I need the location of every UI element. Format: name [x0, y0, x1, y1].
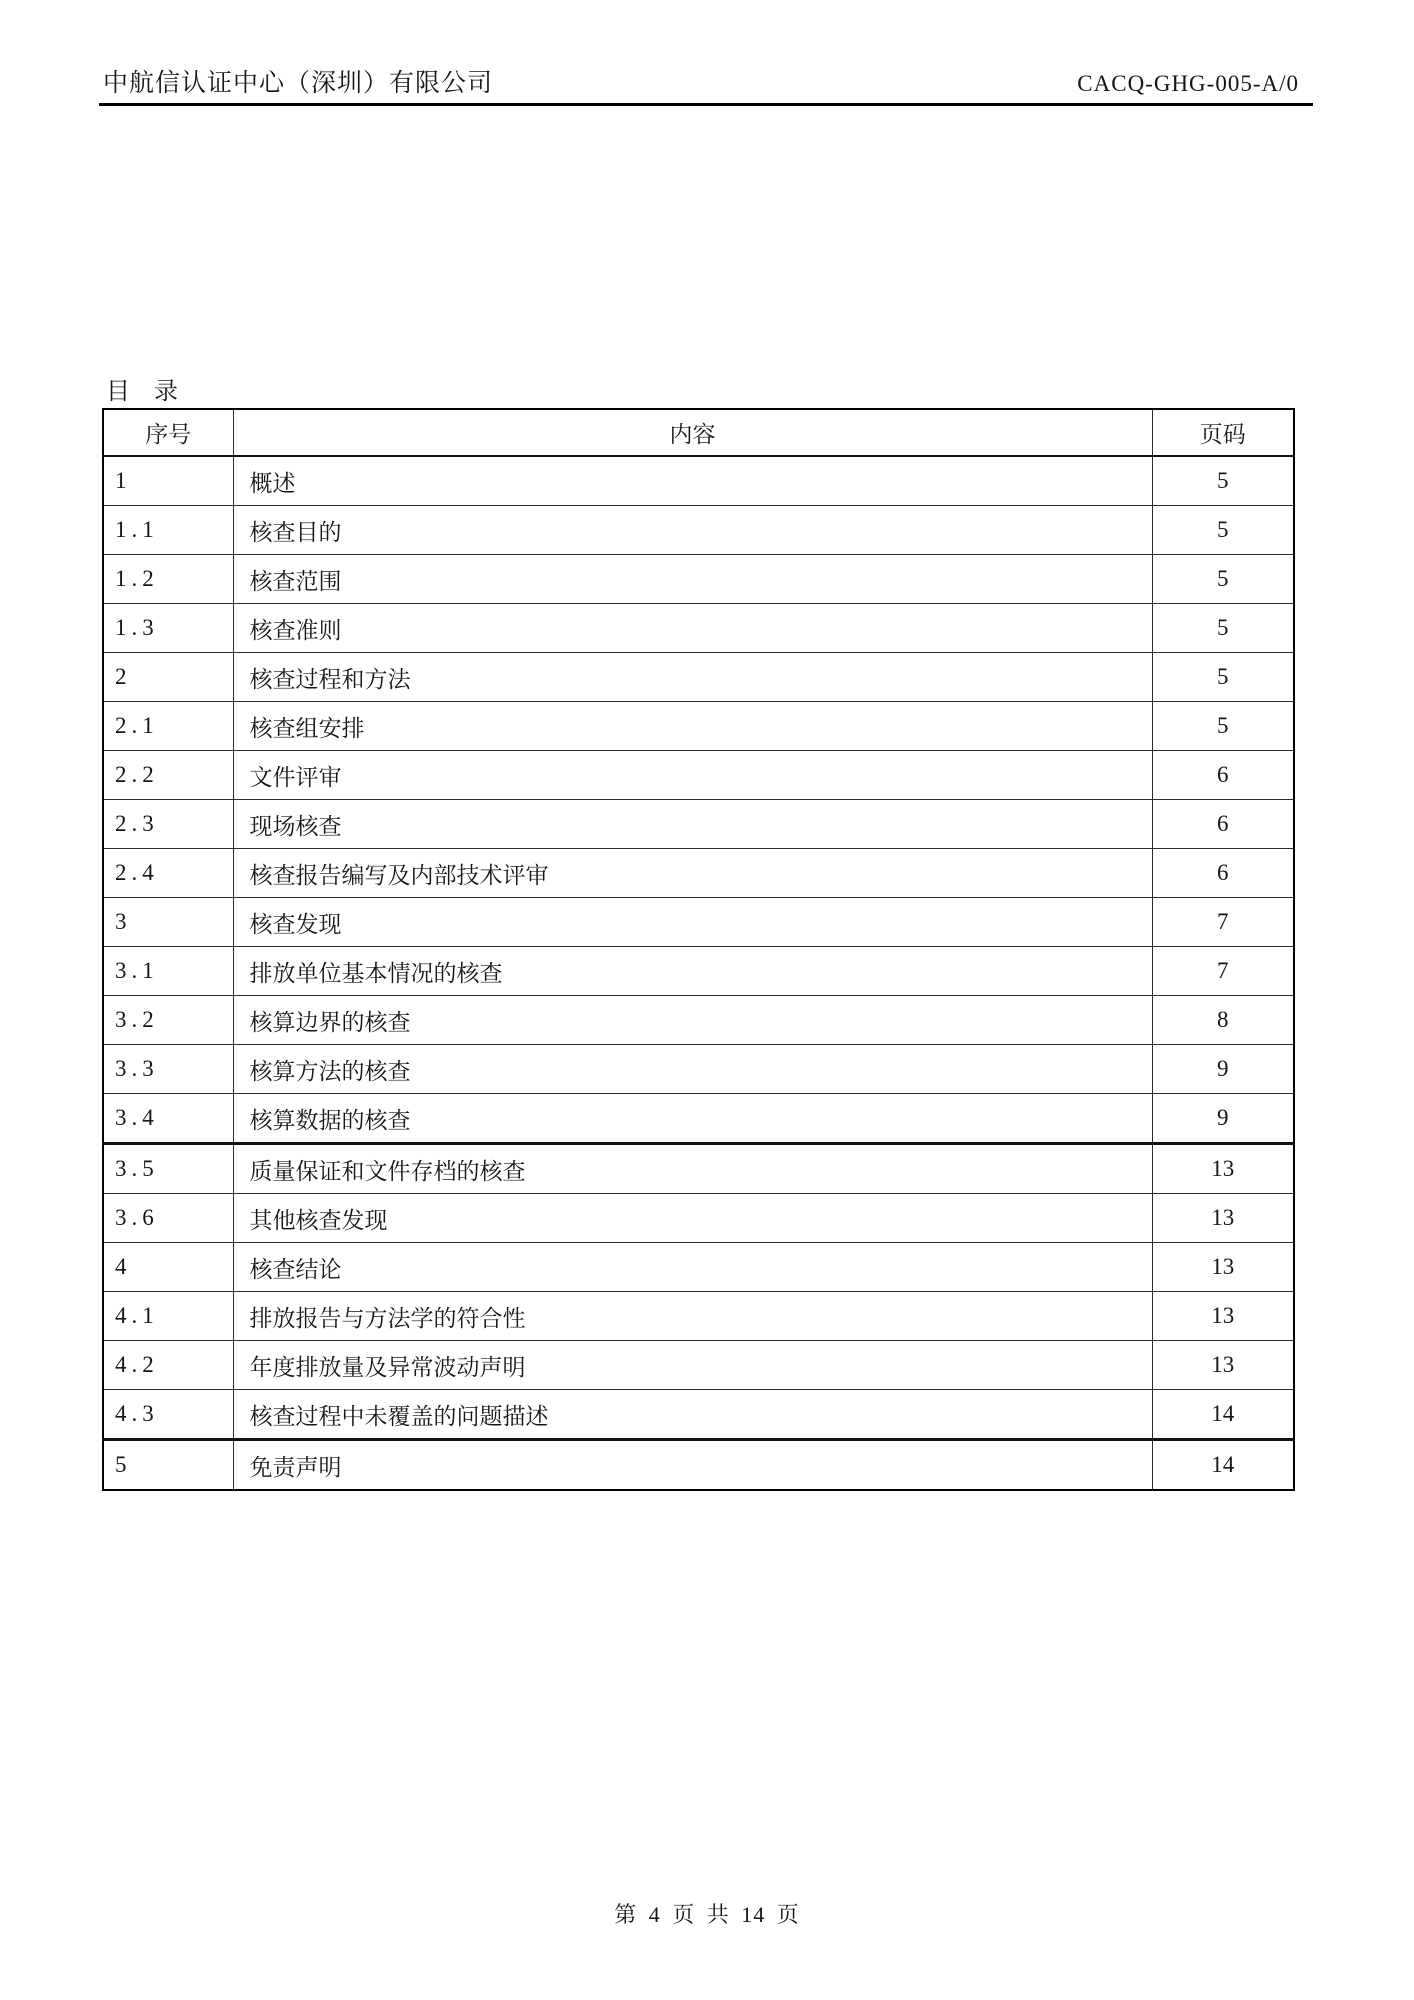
toc-cell-no: 2.4: [103, 849, 233, 898]
toc-cell-content: 现场核查: [233, 800, 1152, 849]
toc-row: [103, 702, 1294, 751]
toc-cell-no: 2.1: [103, 702, 233, 751]
toc-table: [102, 408, 1295, 1491]
toc-row: [103, 996, 1294, 1045]
toc-cell-page: 13: [1152, 1144, 1294, 1194]
header-divider: [99, 103, 1313, 106]
toc-cell-page: 5: [1152, 702, 1294, 751]
toc-row: [103, 1292, 1294, 1341]
document-code: CACQ-GHG-005-A/0: [1077, 71, 1299, 96]
toc-cell-no: 1.1: [103, 506, 233, 555]
toc-cell-no: 3.4: [103, 1094, 233, 1144]
toc-cell-page: 13: [1152, 1292, 1294, 1341]
toc-cell-content: 核算方法的核查: [233, 1045, 1152, 1094]
toc-cell-content: 核查报告编写及内部技术评审: [233, 849, 1152, 898]
document-header: [103, 63, 1299, 99]
toc-cell-page: 9: [1152, 1045, 1294, 1094]
toc-row: [103, 1390, 1294, 1440]
toc-row: [103, 1144, 1294, 1194]
toc-row: [103, 653, 1294, 702]
toc-cell-page: 14: [1152, 1390, 1294, 1440]
toc-row: [103, 604, 1294, 653]
toc-table-body: [103, 456, 1294, 1490]
toc-cell-page: 8: [1152, 996, 1294, 1045]
toc-row: [103, 898, 1294, 947]
toc-cell-content: 核查过程和方法: [233, 653, 1152, 702]
toc-row: [103, 849, 1294, 898]
toc-cell-no: 1.3: [103, 604, 233, 653]
toc-header-row: [103, 409, 1294, 456]
toc-cell-content: 核查组安排: [233, 702, 1152, 751]
toc-cell-no: 3.1: [103, 947, 233, 996]
toc-cell-page: 13: [1152, 1341, 1294, 1390]
toc-cell-no: 4.2: [103, 1341, 233, 1390]
toc-cell-content: 概述: [233, 456, 1152, 506]
toc-row: [103, 1194, 1294, 1243]
toc-cell-page: 9: [1152, 1094, 1294, 1144]
toc-cell-no: 4.1: [103, 1292, 233, 1341]
toc-cell-page: 13: [1152, 1194, 1294, 1243]
toc-cell-content: 免责声明: [233, 1440, 1152, 1491]
toc-cell-no: 4: [103, 1243, 233, 1292]
toc-cell-no: 1: [103, 456, 233, 506]
column-header-number: 序号: [103, 409, 233, 456]
toc-cell-content: 核算数据的核查: [233, 1094, 1152, 1144]
toc-cell-content: 核查发现: [233, 898, 1152, 947]
toc-cell-no: 3: [103, 898, 233, 947]
toc-cell-page: 13: [1152, 1243, 1294, 1292]
toc-row: [103, 456, 1294, 506]
toc-row: [103, 1440, 1294, 1491]
toc-cell-content: 文件评审: [233, 751, 1152, 800]
toc-cell-content: 核查准则: [233, 604, 1152, 653]
toc-cell-no: 1.2: [103, 555, 233, 604]
toc-cell-no: 3.3: [103, 1045, 233, 1094]
toc-cell-page: 5: [1152, 653, 1294, 702]
toc-cell-no: 3.6: [103, 1194, 233, 1243]
toc-row: [103, 947, 1294, 996]
toc-cell-page: 6: [1152, 751, 1294, 800]
toc-cell-no: 2.2: [103, 751, 233, 800]
toc-cell-page: 6: [1152, 849, 1294, 898]
toc-cell-no: 2.3: [103, 800, 233, 849]
toc-cell-content: 核查目的: [233, 506, 1152, 555]
column-header-content: 内容: [233, 409, 1152, 456]
toc-cell-page: 6: [1152, 800, 1294, 849]
toc-cell-content: 排放报告与方法学的符合性: [233, 1292, 1152, 1341]
toc-row: [103, 555, 1294, 604]
toc-cell-content: 核查过程中未覆盖的问题描述: [233, 1390, 1152, 1440]
toc-cell-no: 2: [103, 653, 233, 702]
column-header-page: 页码: [1152, 409, 1294, 456]
toc-cell-content: 核查结论: [233, 1243, 1152, 1292]
toc-cell-page: 5: [1152, 506, 1294, 555]
toc-cell-content: 排放单位基本情况的核查: [233, 947, 1152, 996]
toc-row: [103, 506, 1294, 555]
toc-row: [103, 1243, 1294, 1292]
toc-row: [103, 1045, 1294, 1094]
toc-cell-page: 5: [1152, 456, 1294, 506]
page-number-footer: 第 4 页 共 14 页: [614, 1902, 800, 1927]
toc-cell-page: 5: [1152, 555, 1294, 604]
toc-cell-content: 核算边界的核查: [233, 996, 1152, 1045]
toc-cell-page: 5: [1152, 604, 1294, 653]
toc-cell-no: 3.5: [103, 1144, 233, 1194]
toc-cell-no: 4.3: [103, 1390, 233, 1440]
toc-row: [103, 1094, 1294, 1144]
toc-cell-content: 年度排放量及异常波动声明: [233, 1341, 1152, 1390]
toc-cell-content: 质量保证和文件存档的核查: [233, 1144, 1152, 1194]
toc-row: [103, 1341, 1294, 1390]
toc-cell-content: 其他核查发现: [233, 1194, 1152, 1243]
toc-row: [103, 751, 1294, 800]
toc-row: [103, 800, 1294, 849]
toc-cell-no: 3.2: [103, 996, 233, 1045]
toc-cell-no: 5: [103, 1440, 233, 1491]
toc-cell-page: 7: [1152, 898, 1294, 947]
toc-cell-page: 7: [1152, 947, 1294, 996]
toc-cell-content: 核查范围: [233, 555, 1152, 604]
toc-title: 目 录: [106, 379, 178, 405]
toc-cell-page: 14: [1152, 1440, 1294, 1491]
company-name: 中航信认证中心（深圳）有限公司: [103, 70, 494, 97]
